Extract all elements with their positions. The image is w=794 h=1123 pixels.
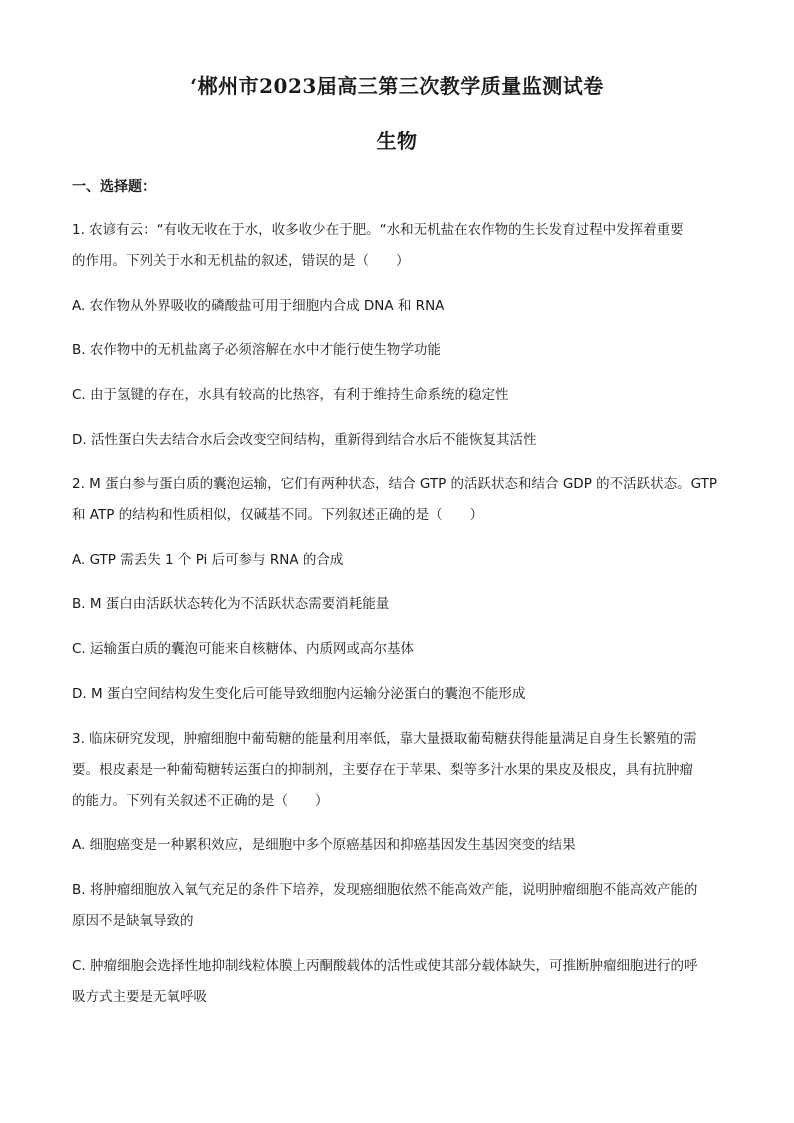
question-1-option-a: A. 农作物从外界吸收的磷酸盐可用于细胞内合成 DNA 和 RNA	[72, 298, 445, 314]
question-3-stem-line-3: 的能力。下列有关叙述不正确的是（ ）	[72, 793, 329, 809]
question-3-option-c-line-1: C. 肿瘤细胞会选择性地抑制线粒体膜上丙酮酸载体的活性或使其部分载体缺失，可推断肿瘤细胞进行的呼	[72, 958, 698, 974]
question-1-option-b: B. 农作物中的无机盐离子必须溶解在水中才能行使生物学功能	[72, 342, 441, 358]
subject-title: 生物	[376, 129, 418, 153]
question-3-option-a: A. 细胞癌变是一种累积效应，是细胞中多个原癌基因和抑癌基因发生基因突变的结果	[72, 837, 576, 853]
question-3-option-b-line-2: 原因不是缺氧导致的	[72, 913, 194, 929]
question-3-stem-line-1: 3. 临床研究发现，肿瘤细胞中葡萄糖的能量利用率低，靠大量摄取葡萄糖获得能量满足自身生长繁殖的需	[72, 731, 697, 747]
question-1-option-c: C. 由于氢键的存在，水具有较高的比热容，有利于维持生命系统的稳定性	[72, 387, 509, 403]
question-1-stem-line-2: 的作用。下列关于水和无机盐的叙述，错误的是（ ）	[72, 253, 410, 269]
question-3-option-c-line-2: 吸方式主要是无氧呼吸	[72, 989, 207, 1005]
section-heading: 一、选择题：	[72, 179, 156, 195]
exam-title: ‘郴州市2023届高三第三次教学质量监测试卷	[190, 74, 604, 98]
question-3-stem-line-2: 要。根皮素是一种葡萄糖转运蛋白的抑制剂，主要存在于苹果、梨等多汁水果的果皮及根皮，具有抗肿瘤	[72, 762, 693, 778]
question-1-option-d: D. 活性蛋白失去结合水后会改变空间结构，重新得到结合水后不能恢复其活性	[72, 432, 537, 448]
question-2-option-b: B. M 蛋白由活跃状态转化为不活跃状态需要消耗能量	[72, 596, 390, 612]
question-1-stem-line-1: 1. 农谚有云：“有收无收在于水，收多收少在于肥。“水和无机盐在农作物的生长发育过程中发挥着重要	[72, 222, 684, 238]
question-2-option-c: C. 运输蛋白质的囊泡可能来自核糖体、内质网或高尔基体	[72, 641, 415, 657]
question-2-stem-line-1: 2. M 蛋白参与蛋白质的囊泡运输，它们有两种状态，结合 GTP 的活跃状态和结合 GDP 的不活跃状态。GTP	[72, 476, 718, 492]
question-2-stem-line-2: 和 ATP 的结构和性质相似，仅碱基不同。下列叙述正确的是（ ）	[72, 507, 484, 523]
question-3-option-b-line-1: B. 将肿瘤细胞放入氧气充足的条件下培养，发现癌细胞依然不能高效产能，说明肿瘤细胞不能高效产能的	[72, 882, 698, 898]
question-2-option-a: A. GTP 需丢失 1 个 Pi 后可参与 RNA 的合成	[72, 552, 344, 568]
question-2-option-d: D. M 蛋白空间结构发生变化后可能导致细胞内运输分泌蛋白的囊泡不能形成	[72, 686, 526, 702]
